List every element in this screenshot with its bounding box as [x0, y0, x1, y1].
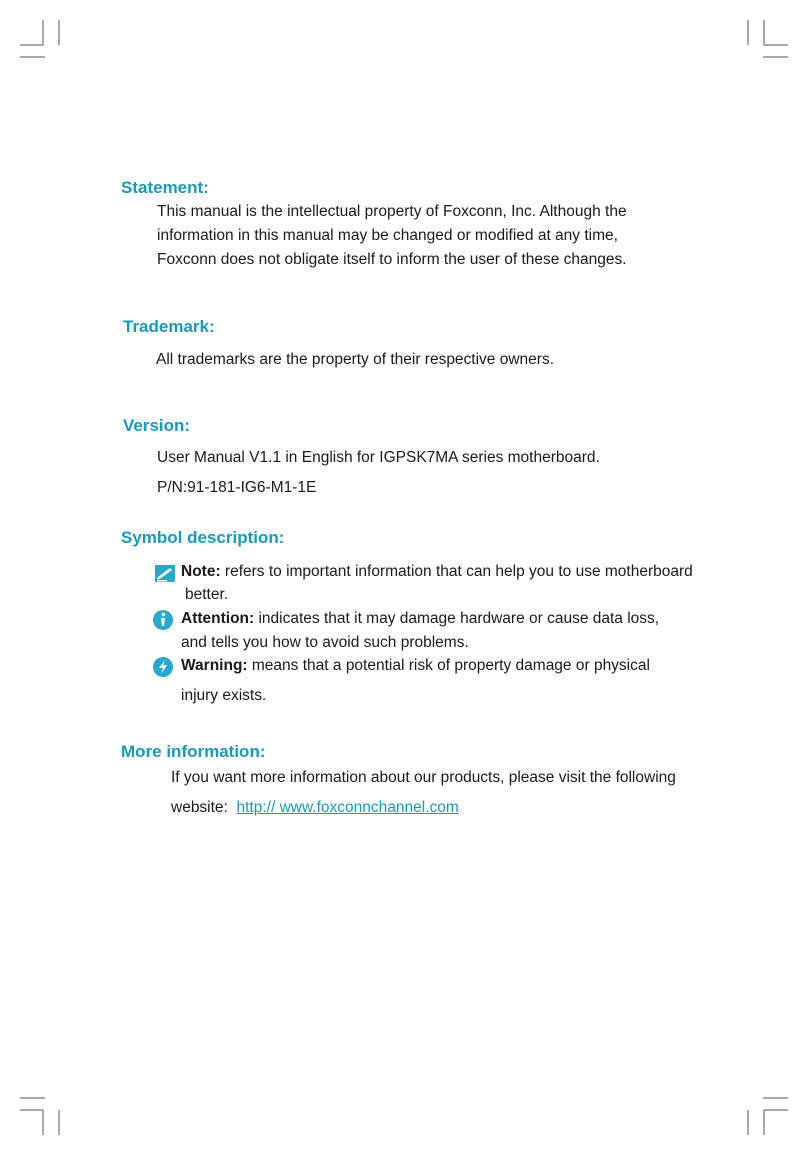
note-text: refers to important information that can help you to use motherboard — [220, 563, 693, 580]
statement-text — [157, 200, 627, 272]
statement-line: information in this manual may be changed or modified at any time, — [157, 227, 618, 244]
more-information-website — [171, 796, 459, 820]
note-label: Note: — [181, 563, 221, 580]
version-part-number: P/N:91-181-IG6-M1-1E — [157, 479, 317, 496]
warning-text: means that a potential risk of property damage or physical — [247, 657, 650, 674]
more-information-text: If you want more information about our products, please visit the following — [171, 769, 676, 786]
symbol-description-heading: Symbol description: — [121, 528, 285, 547]
attention-label: Attention: — [181, 610, 255, 627]
note-description-cont: better. — [185, 586, 229, 603]
warning-icon — [152, 656, 174, 678]
attention-icon — [152, 609, 174, 631]
statement-line: Foxconn does not obligate itself to inform the user of these changes. — [157, 251, 627, 268]
attention-text: indicates that it may damage hardware or cause data loss, — [254, 610, 660, 627]
attention-description-cont: and tells you how to avoid such problems. — [181, 634, 469, 651]
trademark-text: All trademarks are the property of their respective owners. — [156, 351, 555, 368]
crop-mark-top-right — [730, 18, 790, 78]
more-information-heading: More information: — [121, 742, 266, 761]
note-description — [181, 560, 693, 584]
website-label: website: — [171, 799, 228, 816]
statement-heading: Statement: — [121, 178, 209, 197]
version-heading: Version: — [123, 416, 191, 435]
note-icon — [154, 562, 176, 584]
crop-mark-bottom-right — [730, 1087, 790, 1147]
warning-description-cont: injury exists. — [181, 687, 267, 704]
foxconn-website-link[interactable]: http:// www.foxconnchannel.com — [236, 799, 459, 816]
attention-description — [181, 607, 659, 631]
statement-line: This manual is the intellectual property of Foxconn, Inc. Although the — [157, 203, 627, 220]
warning-label: Warning: — [181, 657, 248, 674]
version-line-1: User Manual V1.1 in English for IGPSK7MA series motherboard. — [157, 449, 600, 466]
trademark-heading: Trademark: — [123, 317, 215, 336]
crop-mark-top-left — [18, 18, 78, 78]
warning-description — [181, 654, 650, 678]
crop-mark-bottom-left — [18, 1087, 78, 1147]
